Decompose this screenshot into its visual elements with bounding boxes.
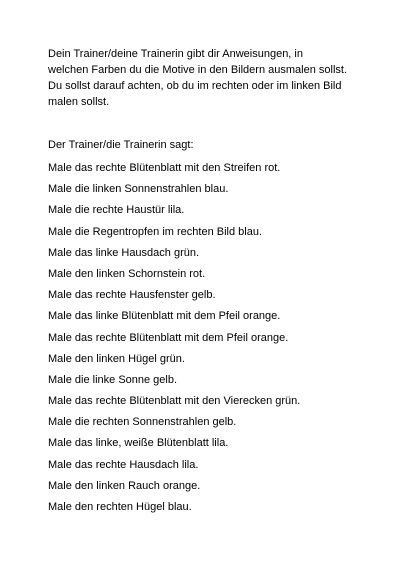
intro-line: Du sollst darauf achten, ob du im rechten oder im linken Bild (48, 80, 342, 92)
instruction-item: Male den linken Schornstein rot. (48, 267, 206, 280)
instruction-item: Male das rechte Blütenblatt mit dem Pfeil orange. (48, 331, 289, 344)
intro-line: welchen Farben du die Motive in den Bildern ausmalen sollst. (48, 64, 347, 76)
instruction-item: Male die linken Sonnenstrahlen blau. (48, 183, 229, 196)
instruction-item: Male die rechten Sonnenstrahlen gelb. (48, 416, 237, 429)
instruction-item: Male das linke Blütenblatt mit dem Pfeil orange. (48, 310, 281, 323)
intro-line: Dein Trainer/deine Trainerin gibt dir Anweisungen, in (48, 48, 303, 60)
instruction-item: Male das rechte Hausfenster gelb. (48, 289, 216, 302)
instruction-item: Male das rechte Blütenblatt mit den Vierecken grün. (48, 395, 301, 408)
instruction-list (48, 158, 300, 518)
instruction-item: Male den linken Rauch orange. (48, 479, 201, 492)
instruction-item: Male das rechte Hausdach lila. (48, 458, 199, 471)
instruction-item: Male den rechten Hügel blau. (48, 501, 192, 513)
instruction-item: Male das linke Hausdach grün. (48, 246, 200, 259)
intro-paragraph (48, 46, 378, 110)
instruction-item: Male das linke, weiße Blütenblatt lila. (48, 437, 229, 450)
instruction-item: Male den linken Hügel grün. (48, 352, 185, 365)
instructions-heading: Der Trainer/die Trainerin sagt: (48, 139, 194, 151)
instruction-item: Male die linke Sonne gelb. (48, 373, 178, 386)
instruction-item: Male die Regentropfen im rechten Bild blau. (48, 225, 263, 238)
intro-line: malen sollst. (48, 96, 110, 108)
instruction-item: Male das rechte Blütenblatt mit den Streifen rot. (48, 162, 281, 174)
instruction-item: Male die rechte Haustür lila. (48, 204, 185, 217)
